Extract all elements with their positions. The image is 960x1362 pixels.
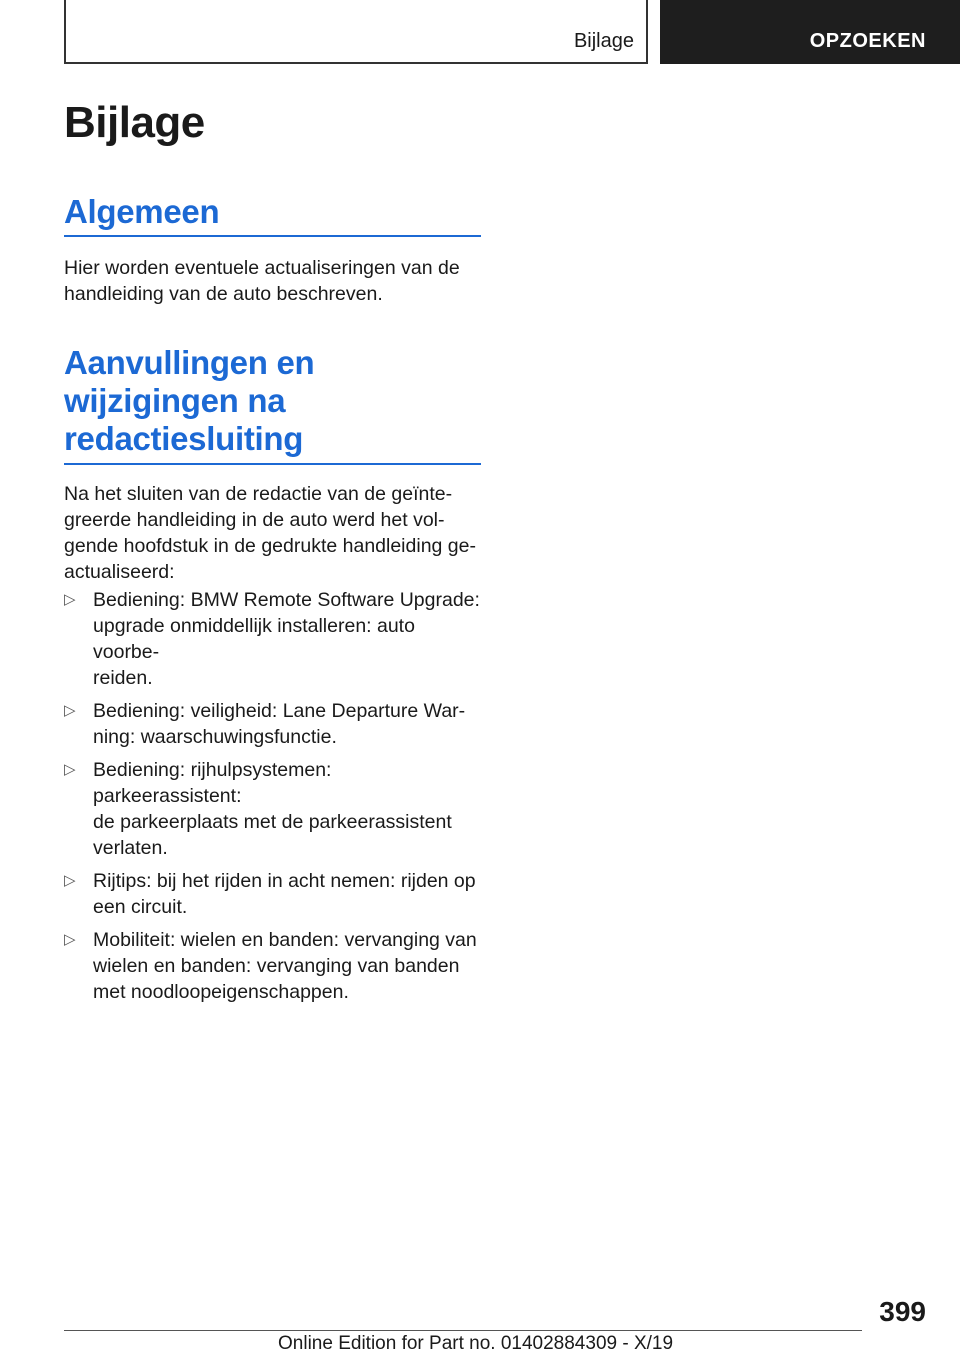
footer-divider: [64, 1330, 862, 1331]
section-heading-general: Algemeen: [64, 193, 220, 230]
section-general: [64, 193, 481, 237]
list-item-text: Bediening: BMW Remote Software Upgrade: upgrade onmiddellijk installeren: auto voorbe- reiden.: [93, 589, 480, 689]
triangle-bullet-icon: ▷: [64, 872, 76, 889]
header-section-label: Bijlage: [573, 30, 634, 52]
footer-edition: Online Edition for Part no. 01402884309 - X/19: [278, 1333, 674, 1354]
body-line: actualiseerd:: [64, 561, 175, 583]
section-heading-additions: [64, 344, 481, 463]
list-item[interactable]: [64, 927, 481, 1005]
triangle-bullet-icon: ▷: [64, 702, 76, 719]
section-additions-body: [64, 481, 481, 585]
page-title: Bijlage: [64, 98, 205, 147]
heading-line: redactiesluiting: [64, 420, 304, 457]
section-divider: [64, 235, 481, 237]
body-line: greerde handleiding in de auto werd het vol-: [64, 509, 445, 531]
list-item-text: Mobiliteit: wielen en banden: vervanging van wielen en banden: vervanging van banden met noodloopeigenschappen.: [93, 929, 477, 1003]
updated-chapters-list: [64, 587, 481, 1012]
heading-line: wijzigingen na: [64, 382, 286, 419]
list-item-text: Rijtips: bij het rijden in acht nemen: rijden op een circuit.: [93, 870, 476, 918]
page-number: 399: [879, 1296, 926, 1327]
triangle-bullet-icon: ▷: [64, 591, 76, 608]
list-item-text: Bediening: rijhulpsystemen: parkeerassistent: de parkeerplaats met de parkeerassistent verlaten.: [93, 759, 452, 859]
triangle-bullet-icon: ▷: [64, 931, 76, 948]
list-item[interactable]: [64, 868, 481, 920]
list-item[interactable]: [64, 698, 481, 750]
section-divider: [64, 463, 481, 465]
lookup-nav-label: OPZOEKEN: [809, 30, 926, 52]
heading-line: Aanvullingen en: [64, 344, 315, 381]
triangle-bullet-icon: ▷: [64, 761, 76, 778]
section-additions: [64, 344, 481, 465]
body-line: gende hoofdstuk in de gedrukte handleiding ge-: [64, 535, 476, 557]
header-section-box: [64, 0, 648, 64]
list-item-text: Bediening: veiligheid: Lane Departure War- ning: waarschuwingsfunctie.: [93, 700, 466, 748]
section-general-body: Hier worden eventuele actualiseringen van de handleiding van de auto beschreven.: [64, 257, 460, 305]
lookup-nav-button[interactable]: [660, 0, 960, 64]
body-line: Na het sluiten van de redactie van de geïnte-: [64, 483, 453, 505]
list-item[interactable]: [64, 587, 481, 691]
list-item[interactable]: [64, 757, 481, 861]
